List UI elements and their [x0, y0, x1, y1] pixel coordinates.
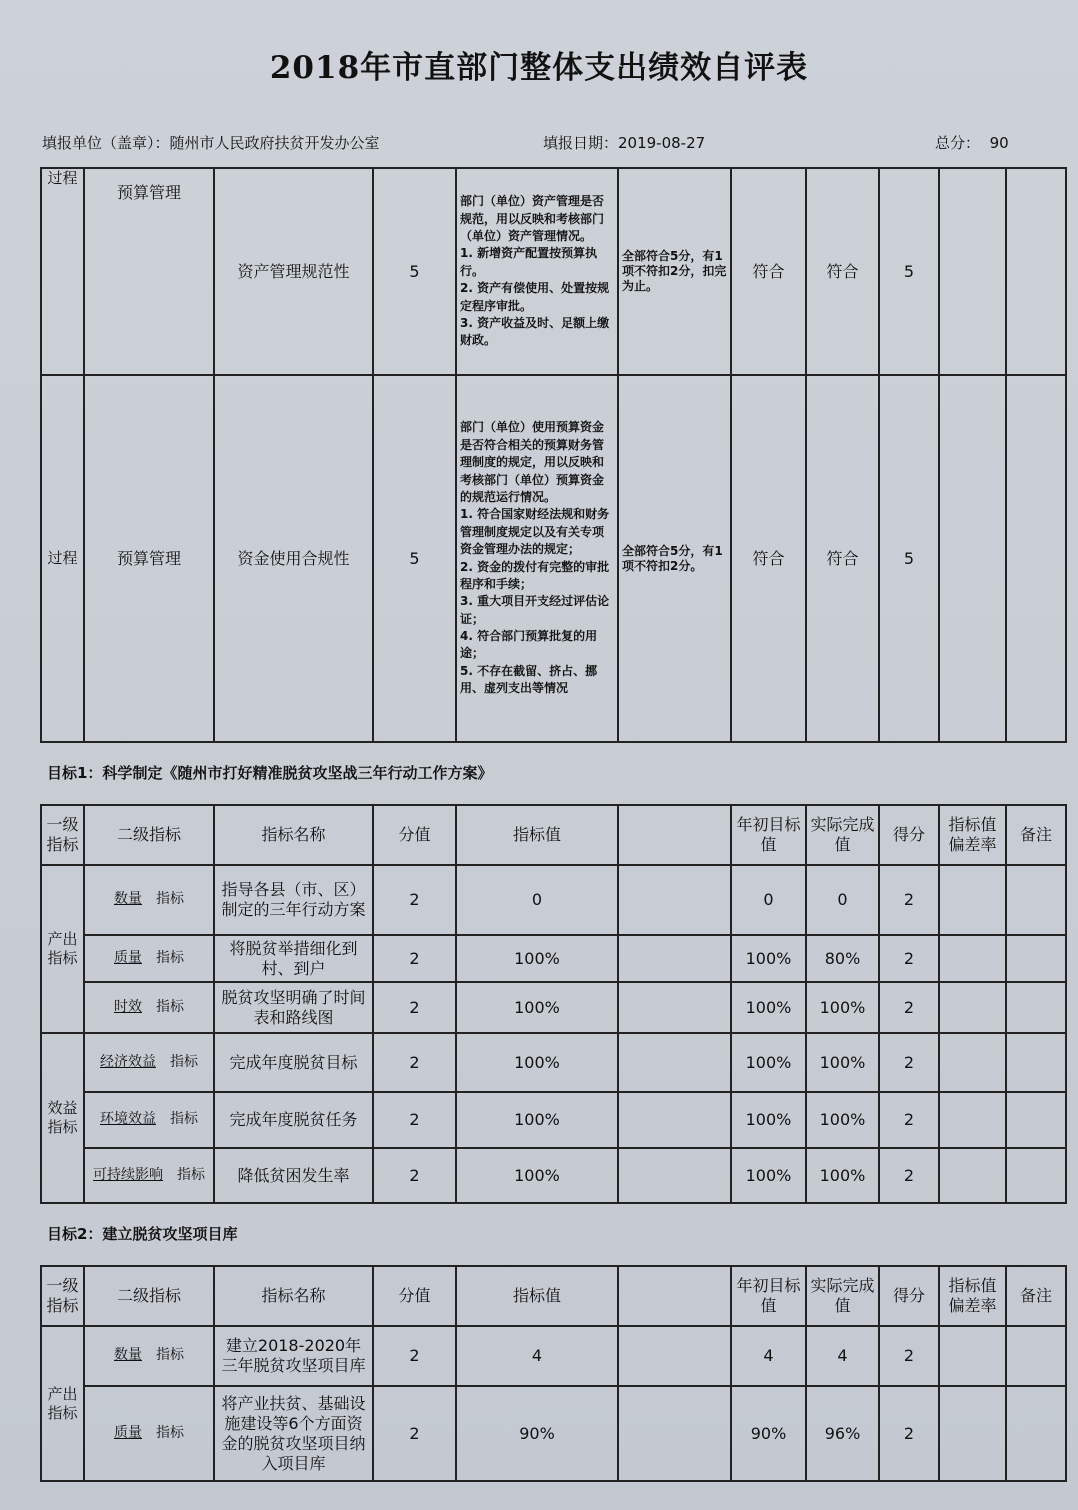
indicator-score-cell: 2: [879, 1148, 939, 1203]
note-cell: [1006, 1148, 1066, 1203]
indicator-actual-cell: 100%: [806, 1033, 879, 1092]
total-score-value: 90: [989, 134, 1009, 152]
blank-cell: [618, 1092, 731, 1148]
indicator-target-cell: 100%: [731, 1148, 806, 1203]
indicator-actual-cell: 96%: [806, 1386, 879, 1481]
deviation-cell: [939, 375, 1006, 742]
indicator-name-cell: 完成年度脱贫目标: [214, 1033, 373, 1092]
indicator-row: [41, 865, 1066, 935]
target-cell: 符合: [731, 168, 806, 375]
indicator-score-cell: 2: [879, 1326, 939, 1386]
total-label: 总分：: [935, 134, 981, 152]
deviation-cell: [939, 1092, 1006, 1148]
blank-cell: [618, 1326, 731, 1386]
scoring-rule-cell: 全部符合5分，有1项不符扣2分，扣完为止。: [618, 168, 731, 375]
goal-title: 目标1：科学制定《随州市打好精准脱贫攻坚战三年行动工作方案》: [41, 742, 1066, 805]
header-row: [41, 805, 1066, 865]
level2-cell: 预算管理: [84, 168, 214, 375]
level2-cell: [84, 935, 214, 982]
indicator-actual-cell: 100%: [806, 1148, 879, 1203]
note-cell: [1006, 865, 1066, 935]
goal-row: [41, 742, 1066, 805]
indicator-row: [41, 935, 1066, 982]
indicator-score-cell: 2: [879, 1092, 939, 1148]
level2-type: 环境效益: [100, 1111, 156, 1128]
indicator-target-cell: 90%: [731, 1386, 806, 1481]
process-row: [41, 168, 1066, 375]
indicator-description-cell: 部门（单位）使用预算资金是否符合相关的预算财务管理制度的规定，用以反映和考核部门（单位）预算资金的规范运行情况。 1. 符合国家财经法规和财务管理制度规定以及有关专项资金管理办法的规定； 2. 资金的拨付有完整的审批程序和手续； 3. 重大项目开支经过评估论证； 4. 符合部门预算批复的用途； 5. 不存在截留、挤占、挪用、虚列支出等情况: [456, 375, 618, 742]
blank-cell: [618, 1148, 731, 1203]
deviation-cell: [939, 1326, 1006, 1386]
indicator-weight-cell: 2: [373, 1092, 456, 1148]
indicator-weight-cell: 2: [373, 1148, 456, 1203]
indicator-score-cell: 2: [879, 1033, 939, 1092]
indicator-weight-cell: 2: [373, 935, 456, 982]
indicator-target-cell: 0: [731, 865, 806, 935]
goal-row: [41, 1203, 1066, 1266]
indicator-name-cell: 将产业扶贫、基础设施建设等6个方面资金的脱贫攻坚项目纳入项目库: [214, 1386, 373, 1481]
level2-type: 质量: [114, 1424, 142, 1441]
header-note: 备注: [1006, 1266, 1066, 1326]
indicator-value-cell: 100%: [456, 982, 618, 1033]
note-cell: [1006, 375, 1066, 742]
note-cell: [1006, 1033, 1066, 1092]
level2-suffix: 指标: [156, 891, 184, 908]
indicator-value-cell: 100%: [456, 1148, 618, 1203]
header-l2: 二级指标: [84, 1266, 214, 1326]
report-date: 填报日期：2019-08-27: [543, 134, 706, 152]
header-l2: 二级指标: [84, 805, 214, 865]
indicator-target-cell: 4: [731, 1326, 806, 1386]
deviation-cell: [939, 935, 1006, 982]
indicator-row: [41, 1148, 1066, 1203]
level1-group-cell: 效益指标: [41, 1033, 84, 1203]
indicator-row: [41, 982, 1066, 1033]
indicator-target-cell: 100%: [731, 1033, 806, 1092]
indicator-name-cell: 脱贫攻坚明确了时间表和路线图: [214, 982, 373, 1033]
header-row: [41, 1266, 1066, 1326]
indicator-row: [41, 1386, 1066, 1481]
level2-cell: [84, 1148, 214, 1203]
level2-cell: 预算管理: [84, 375, 214, 742]
header-actual: 实际完成值: [806, 805, 879, 865]
level2-type: 时效: [114, 998, 142, 1015]
indicator-target-cell: 100%: [731, 935, 806, 982]
indicator-name-cell: 建立2018-2020年三年脱贫攻坚项目库: [214, 1326, 373, 1386]
blank-cell: [618, 1386, 731, 1481]
level2-suffix: 指标: [170, 1111, 198, 1128]
indicator-weight-cell: 2: [373, 1386, 456, 1481]
goal-title: 目标2：建立脱贫攻坚项目库: [41, 1203, 1066, 1266]
level2-type: 数量: [114, 1347, 142, 1364]
blank-cell: [618, 982, 731, 1033]
indicator-description-cell: 部门（单位）资产管理是否规范，用以反映和考核部门（单位）资产管理情况。 1. 新增资产配置按预算执行。 2. 资产有偿使用、处置按规定程序审批。 3. 资产收益及时、足额上缴财政。: [456, 168, 618, 375]
deviation-cell: [939, 1386, 1006, 1481]
header-actual: 实际完成值: [806, 1266, 879, 1326]
note-cell: [1006, 1092, 1066, 1148]
indicator-value-cell: 100%: [456, 935, 618, 982]
header-target: 年初目标值: [731, 805, 806, 865]
indicator-value-cell: 4: [456, 1326, 618, 1386]
level1-cell: 过程: [41, 375, 84, 742]
level2-type: 可持续影响: [93, 1166, 163, 1183]
indicator-target-cell: 100%: [731, 1092, 806, 1148]
deviation-cell: [939, 865, 1006, 935]
level2-suffix: 指标: [156, 998, 184, 1015]
indicator-value-cell: 100%: [456, 1092, 618, 1148]
indicator-actual-cell: 100%: [806, 982, 879, 1033]
note-cell: [1006, 982, 1066, 1033]
indicator-value-cell: 100%: [456, 1033, 618, 1092]
level2-type: 数量: [114, 891, 142, 908]
level1-group-cell: 产出指标: [41, 865, 84, 1033]
header-blank: [618, 805, 731, 865]
header-name: 指标名称: [214, 1266, 373, 1326]
indicator-actual-cell: 4: [806, 1326, 879, 1386]
actual-cell: 符合: [806, 375, 879, 742]
indicator-value-cell: 90%: [456, 1386, 618, 1481]
header-name: 指标名称: [214, 805, 373, 865]
indicator-value-cell: 0: [456, 865, 618, 935]
score-cell: 5: [879, 375, 939, 742]
note-cell: [1006, 935, 1066, 982]
deviation-cell: [939, 1033, 1006, 1092]
level2-cell: [84, 982, 214, 1033]
deviation-cell: [939, 982, 1006, 1033]
blank-cell: [618, 865, 731, 935]
indicator-actual-cell: 0: [806, 865, 879, 935]
page-title: 2018年市直部门整体支出绩效自评表: [269, 50, 809, 86]
actual-cell: 符合: [806, 168, 879, 375]
indicator-row: [41, 1326, 1066, 1386]
header-note: 备注: [1006, 805, 1066, 865]
blank-cell: [618, 1033, 731, 1092]
indicator-target-cell: 100%: [731, 982, 806, 1033]
level2-type: 质量: [114, 949, 142, 966]
header-score: 得分: [879, 805, 939, 865]
target-cell: 符合: [731, 375, 806, 742]
total-score-label: [935, 132, 1009, 153]
indicator-row: [41, 1033, 1066, 1092]
score-cell: 5: [879, 168, 939, 375]
header-weight: 分值: [373, 1266, 456, 1326]
header-l1: 一级指标: [41, 1266, 84, 1326]
blank-cell: [618, 935, 731, 982]
indicator-actual-cell: 100%: [806, 1092, 879, 1148]
header-target: 年初目标值: [731, 1266, 806, 1326]
header-value: 指标值: [456, 805, 618, 865]
indicator-row: [41, 1092, 1066, 1148]
deviation-cell: [939, 1148, 1006, 1203]
indicator-weight-cell: 2: [373, 982, 456, 1033]
indicator-weight-cell: 2: [373, 1326, 456, 1386]
indicator-name-cell: 资金使用合规性: [214, 375, 373, 742]
level1-cell: 过程: [41, 168, 84, 375]
indicator-name-cell: 资产管理规范性: [214, 168, 373, 375]
header-l1: 一级指标: [41, 805, 84, 865]
reporting-unit: 填报单位（盖章）：随州市人民政府扶贫开发办公室: [42, 134, 380, 152]
header-weight: 分值: [373, 805, 456, 865]
header-dev: 指标值偏差率: [939, 1266, 1006, 1326]
header-dev: 指标值偏差率: [939, 805, 1006, 865]
indicator-name-cell: 降低贫困发生率: [214, 1148, 373, 1203]
indicator-name-cell: 完成年度脱贫任务: [214, 1092, 373, 1148]
level2-suffix: 指标: [156, 1347, 184, 1364]
level2-cell: [84, 865, 214, 935]
level2-cell: [84, 1326, 214, 1386]
level2-cell: [84, 1092, 214, 1148]
indicator-score-cell: 2: [879, 865, 939, 935]
level2-type: 经济效益: [100, 1053, 156, 1070]
level1-group-cell: 产出指标: [41, 1326, 84, 1481]
weight-cell: 5: [373, 168, 456, 375]
indicator-name-cell: 将脱贫举措细化到村、到户: [214, 935, 373, 982]
evaluation-table: [40, 167, 1067, 1482]
level2-suffix: 指标: [177, 1166, 205, 1183]
indicator-weight-cell: 2: [373, 1033, 456, 1092]
indicator-weight-cell: 2: [373, 865, 456, 935]
level2-suffix: 指标: [156, 1424, 184, 1441]
header-score: 得分: [879, 1266, 939, 1326]
level2-suffix: 指标: [170, 1053, 198, 1070]
indicator-score-cell: 2: [879, 935, 939, 982]
scoring-rule-cell: 全部符合5分，有1项不符扣2分。: [618, 375, 731, 742]
header-value: 指标值: [456, 1266, 618, 1326]
indicator-score-cell: 2: [879, 1386, 939, 1481]
weight-cell: 5: [373, 375, 456, 742]
header-blank: [618, 1266, 731, 1326]
level2-cell: [84, 1033, 214, 1092]
indicator-name-cell: 指导各县（市、区）制定的三年行动方案: [214, 865, 373, 935]
indicator-score-cell: 2: [879, 982, 939, 1033]
deviation-cell: [939, 168, 1006, 375]
process-row: [41, 375, 1066, 742]
level2-suffix: 指标: [156, 949, 184, 966]
note-cell: [1006, 1326, 1066, 1386]
level2-cell: [84, 1386, 214, 1481]
note-cell: [1006, 1386, 1066, 1481]
note-cell: [1006, 168, 1066, 375]
indicator-actual-cell: 80%: [806, 935, 879, 982]
